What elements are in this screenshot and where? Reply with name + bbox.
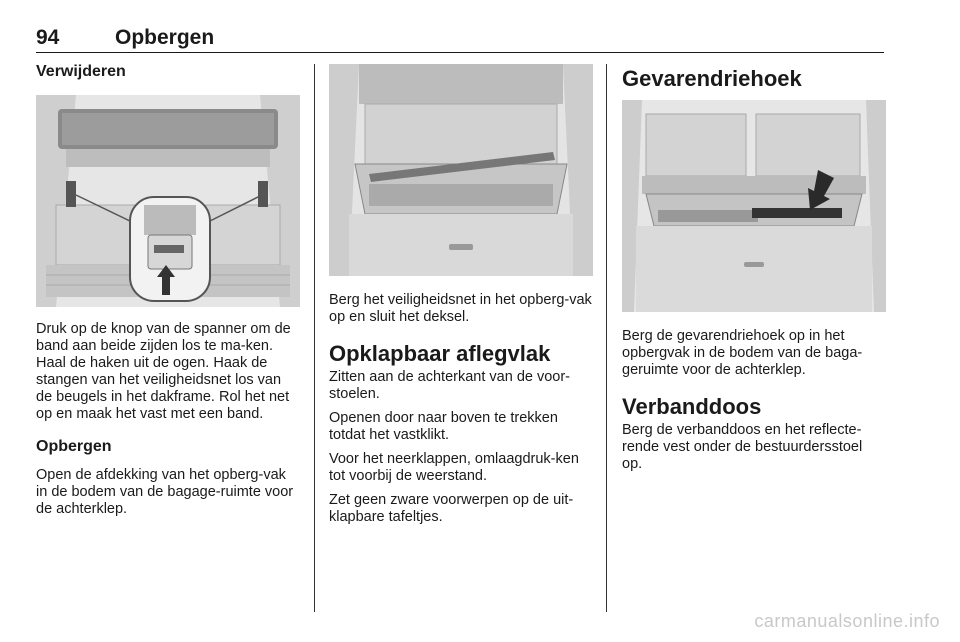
paragraph-tray-1: Zitten aan de achterkant van de voor-stoelen. — [329, 369, 571, 402]
column-2 — [329, 64, 593, 526]
column-divider — [314, 64, 315, 612]
page-number: 94 — [36, 26, 60, 49]
heading-storage: Opbergen — [36, 438, 112, 455]
heading-firstaid: Verbanddoos — [622, 394, 762, 419]
heading-remove: Verwijderen — [36, 63, 126, 80]
paragraph-tray-4: Zet geen zware voorwerpen op de uit-klapbare tafeltjes. — [329, 492, 574, 525]
paragraph-storage: Open de afdekking van het opberg-vak in de bodem van de bagage-ruimte voor de achterklep. — [36, 467, 294, 517]
column-1 — [36, 62, 300, 518]
figure-safety-net-removal — [36, 95, 300, 307]
paragraph-remove: Druk op de knop van de spanner om de band aan beide zijden los te ma-ken. Haal de haken uit de ogen. Haak de stangen van het veiligheidsnet los van de beugels in het dakframe. Rol het net op en maak het vast met een band. — [36, 321, 291, 422]
column-3 — [622, 62, 886, 473]
heading-tray: Opklapbaar aflegvlak — [329, 341, 551, 366]
heading-triangle: Gevarendriehoek — [622, 66, 802, 91]
paragraph-tray-2: Openen door naar boven te trekken totdat het vastklikt. — [329, 410, 558, 443]
figure-warning-triangle — [622, 100, 886, 312]
watermark: carmanualsonline.info — [754, 611, 940, 631]
figure-storage-compartment — [329, 64, 593, 276]
column-divider — [606, 64, 607, 612]
paragraph-tray-3: Voor het neerklappen, omlaagdruk-ken tot voorbij de weerstand. — [329, 451, 579, 484]
page-header — [36, 26, 884, 53]
running-title: Opbergen — [115, 26, 215, 49]
paragraph-firstaid: Berg de verbanddoos en het reflecte-rende vest onder de bestuurdersstoel op. — [622, 422, 863, 472]
paragraph-triangle: Berg de gevarendriehoek op in het opbergvak in de bodem van de baga-geruimte voor de achterklep. — [622, 328, 863, 378]
paragraph-net: Berg het veiligheidsnet in het opberg-vak op en sluit het deksel. — [329, 292, 592, 325]
